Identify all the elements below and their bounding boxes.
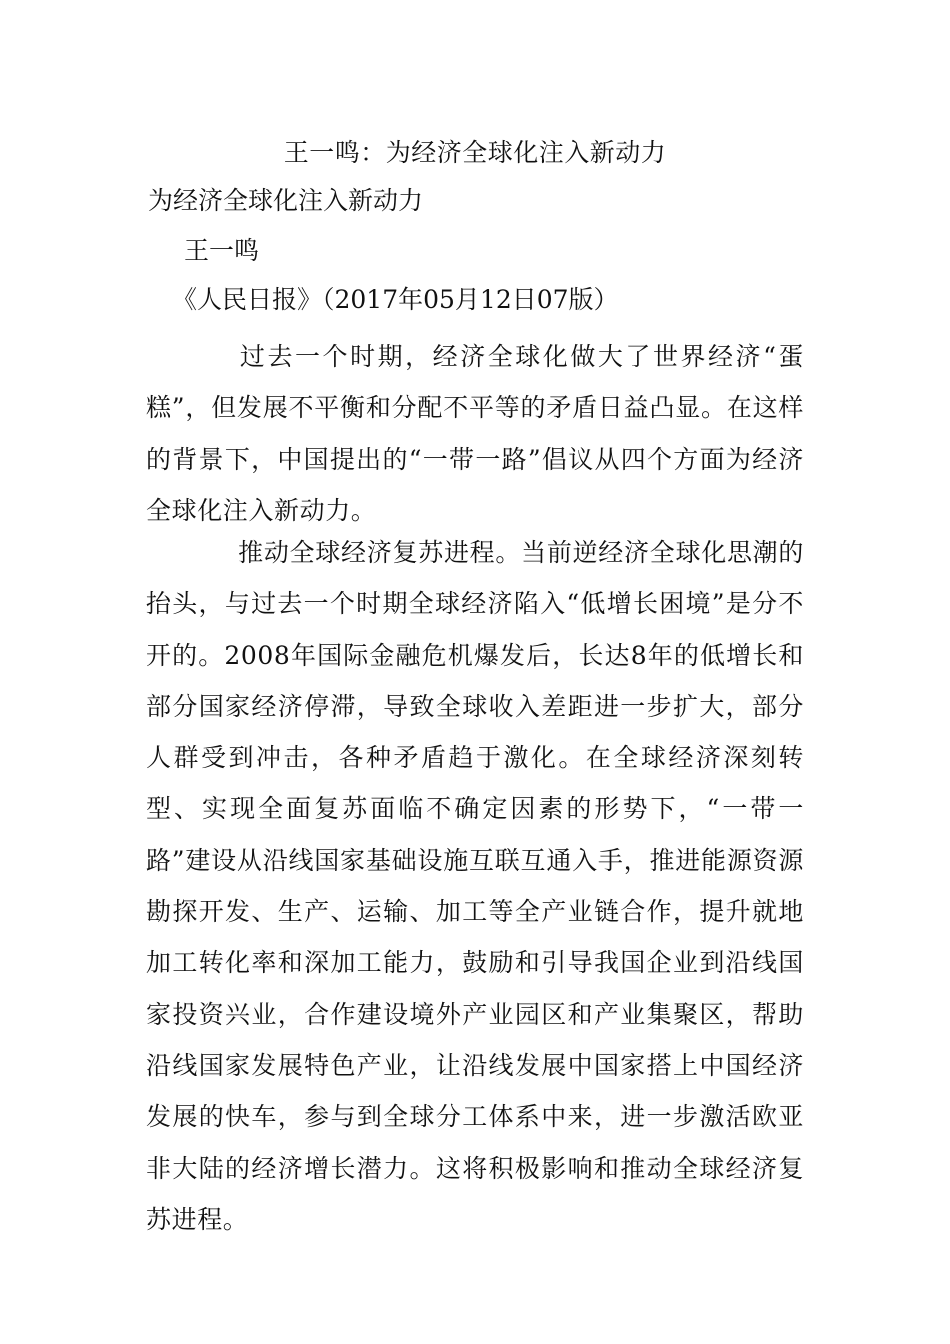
paragraph-1-text: 过去一个时期，经济全球化做大了世界经济“蛋糕”，但发展不平衡和分配不平等的矛盾日益凸显。在这样的背景下，中国提出的“一带一路”倡议从四个方面为经济全球化注入新动力。 (146, 342, 804, 525)
article-author: 王一鸣 (184, 236, 260, 265)
article-subtitle: 为经济全球化注入新动力 (148, 186, 424, 215)
paragraph-2 (146, 527, 804, 1245)
paragraph-1 (146, 331, 804, 536)
paragraph-2-text: 推动全球经济复苏进程。当前逆经济全球化思潮的抬头，与过去一个时期全球经济陷入“低增长困境”是分不开的。2008年国际金融危机爆发后，长达8年的低增长和部分国家经济停滞，导致全球收入差距进一步扩大，部分人群受到冲击，各种矛盾趋于激化。在全球经济深刻转型、实现全面复苏面临不确定因素的形势下，“一带一路”建设从沿线国家基础设施互联互通入手，推进能源资源勘探开发、生产、运输、加工等全产业链合作，提升就地加工转化率和深加工能力，鼓励和引导我国企业到沿线国家投资兴业，合作建设境外产业园区和产业集聚区，帮助沿线国家发展特色产业，让沿线发展中国家搭上中国经济发展的快车，参与到全球分工体系中来，进一步激活欧亚非大陆的经济增长潜力。这将积极影响和推动全球经济复苏进程。 (146, 538, 804, 1234)
document-title: 王一鸣：为经济全球化注入新动力 (283, 138, 667, 167)
article-source: 《人民日报》（2017年05月12日07版） (172, 285, 619, 314)
